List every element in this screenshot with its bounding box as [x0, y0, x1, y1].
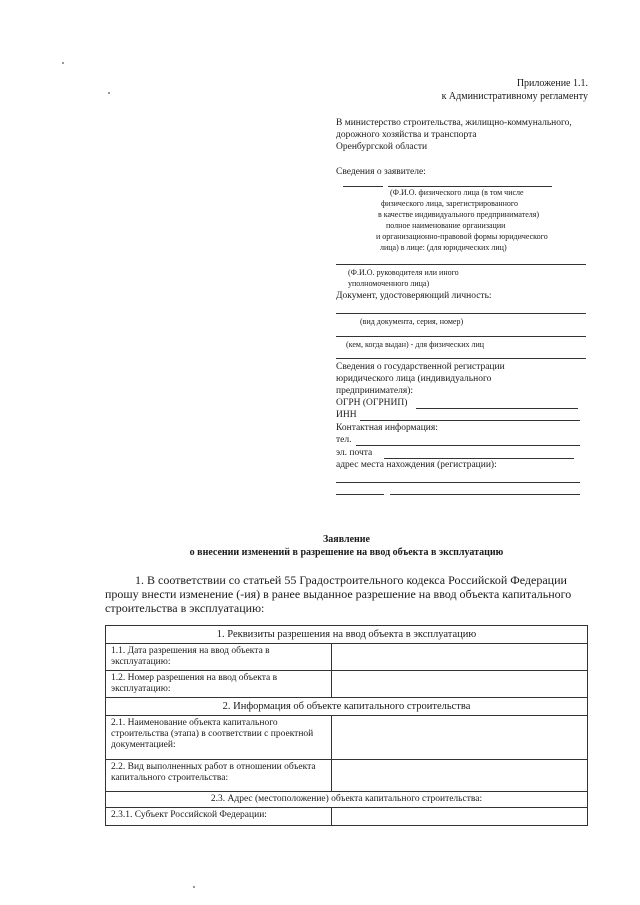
extra-line[interactable] — [336, 358, 586, 359]
address-line2b[interactable] — [390, 494, 580, 495]
id-document-line[interactable] — [336, 313, 586, 314]
issued-hint: (кем, когда выдан) - для физических лиц — [346, 340, 485, 349]
statement-subtitle: о внесении изменений в разрешение на ввод объекта в эксплуатацию — [189, 547, 504, 558]
id-document-label: Документ, удостоверяющий личность: — [336, 291, 492, 301]
row-2-1-value[interactable] — [332, 716, 588, 760]
registration-line1: Сведения о государственной регистрации — [336, 362, 505, 372]
representative-line[interactable] — [336, 264, 586, 265]
scan-speck — [62, 62, 64, 64]
fio-hint-4: полное наименование организации — [386, 221, 506, 230]
fio-line[interactable] — [388, 186, 552, 187]
phone-field[interactable] — [356, 445, 580, 446]
phone-label: тел. — [336, 435, 352, 445]
fio-hint-3: в качестве индивидуального предпринимателя) — [378, 210, 540, 219]
row-1-1-label: 1.1. Дата разрешения на ввод объекта в эксплуатацию: — [106, 644, 332, 671]
row-2-3-1-value[interactable] — [332, 808, 588, 826]
address-line1[interactable] — [336, 482, 580, 483]
row-1-1-value[interactable] — [332, 644, 588, 671]
statement-title: Заявление — [323, 534, 370, 545]
fio-hint-2: физического лица, зарегистрированного — [381, 199, 519, 208]
registration-line2: юридического лица (индивидуального — [336, 374, 492, 384]
fio-hint-5: и организационно-правовой формы юридического — [376, 232, 548, 241]
registration-line3: предпринимателя): — [336, 386, 414, 396]
row-2-1-label: 2.1. Наименование объекта капитального строительства (этапа) в соответствии с проектной документацией: — [106, 716, 332, 760]
row-1-2-value[interactable] — [332, 671, 588, 698]
address-label: адрес места нахождения (регистрации): — [336, 460, 497, 470]
paragraph-line2: прошу внести изменение (-ия) в ранее выданное разрешение на ввод объекта капитального — [105, 587, 572, 601]
address-line2a[interactable] — [336, 494, 384, 495]
ogrn-label: ОГРН (ОГРНИП) — [336, 398, 408, 408]
section2-3-header: 2.3. Адрес (местоположение) объекта капитального строительства: — [106, 792, 588, 808]
addressee-line1: В министерство строительства, жилищно-коммунального, — [336, 118, 572, 128]
ogrn-field[interactable] — [416, 408, 578, 409]
rep-hint-1: (Ф.И.О. руководителя или иного — [348, 268, 459, 277]
row-1-2-label: 1.2. Номер разрешения на ввод объекта в эксплуатацию: — [106, 671, 332, 698]
row-2-3-1-label: 2.3.1. Субъект Российской Федерации: — [106, 808, 332, 826]
doc-type-hint: (вид документа, серия, номер) — [360, 317, 464, 326]
email-field[interactable] — [384, 458, 574, 459]
addressee-line3: Оренбургской области — [336, 142, 428, 152]
permit-requisites-table — [105, 625, 588, 826]
email-label: эл. почта — [336, 448, 373, 458]
scan-speck — [193, 886, 195, 888]
addressee-line2: дорожного хозяйства и транспорта — [336, 130, 477, 140]
contact-label: Контактная информация: — [336, 423, 438, 433]
paragraph-line1: 1. В соответствии со статьей 55 Градостроительного кодекса Российской Федерации — [135, 573, 567, 587]
section2-header: 2. Информация об объекте капитального строительства — [106, 698, 588, 716]
appendix-reference: к Административному регламенту — [441, 91, 588, 102]
applicant-heading: Сведения о заявителе: — [336, 167, 426, 177]
rep-hint-2: уполномоченного лица) — [348, 279, 430, 288]
row-2-2-label: 2.2. Вид выполненных работ в отношении объекта капитального строительства: — [106, 760, 332, 792]
doc-issued-line[interactable] — [336, 336, 586, 337]
section1-header: 1. Реквизиты разрешения на ввод объекта в эксплуатацию — [106, 626, 588, 644]
inn-field[interactable] — [360, 420, 580, 421]
scan-speck — [108, 92, 110, 94]
appendix-number: Приложение 1.1. — [516, 78, 588, 89]
fio-short-line[interactable] — [343, 186, 383, 187]
inn-label: ИНН — [336, 410, 357, 420]
row-2-2-value[interactable] — [332, 760, 588, 792]
fio-hint-6: лица) в лице: (для юридических лиц) — [380, 243, 507, 252]
paragraph-line3: строительства в эксплуатацию: — [105, 601, 265, 615]
fio-hint-1: (Ф.И.О. физического лица (в том числе — [390, 188, 524, 197]
